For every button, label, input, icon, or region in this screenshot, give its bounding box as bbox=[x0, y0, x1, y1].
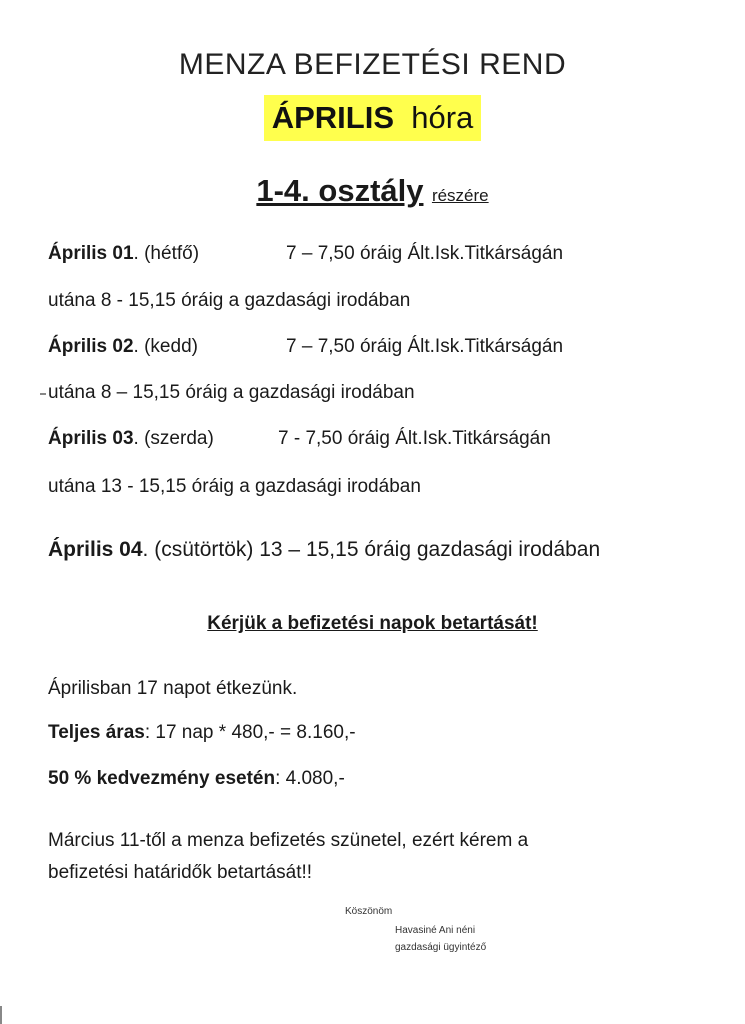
note-line-2: befizetési határidők betartását!! bbox=[48, 862, 313, 883]
schedule-weekday: . (szerda) bbox=[133, 428, 214, 449]
schedule-weekday: . (hétfő) bbox=[133, 243, 200, 264]
schedule-time: 7 – 7,50 óráig Ált.Isk.Titkárságán bbox=[286, 336, 564, 357]
month-heading bbox=[0, 95, 745, 141]
signature-name: Havasiné Ani néni bbox=[395, 925, 476, 936]
note-line-1: Március 11-től a menza befizetés szünetel, ezért kérem a bbox=[48, 830, 529, 851]
schedule-after-1: utána 8 - 15,15 óráig a gazdasági irodában bbox=[48, 290, 411, 311]
schedule-date: Április 01 bbox=[48, 243, 134, 264]
scan-mark bbox=[0, 1006, 2, 1024]
schedule-time: 7 - 7,50 óráig Ált.Isk.Titkárságán bbox=[278, 428, 551, 449]
schedule-after-2: utána 8 – 15,15 óráig a gazdasági irodában bbox=[48, 382, 415, 403]
notice: Kérjük a befizetési napok betartását! bbox=[207, 613, 538, 634]
signature-role: gazdasági ügyintéző bbox=[395, 942, 487, 953]
grade-heading bbox=[0, 173, 745, 209]
full-price-label: Teljes áras bbox=[48, 722, 145, 743]
schedule-date: Április 03 bbox=[48, 428, 134, 449]
schedule-day-2 bbox=[48, 336, 564, 358]
grade-suffix: részére bbox=[431, 186, 489, 205]
month-suffix: hóra bbox=[411, 100, 474, 135]
signature-thanks: Köszönöm bbox=[345, 906, 393, 917]
page-title: MENZA BEFIZETÉSI REND bbox=[178, 48, 567, 81]
schedule-time: 7 – 7,50 óráig Ált.Isk.Titkárságán bbox=[286, 243, 564, 264]
discount-price bbox=[48, 768, 345, 790]
month-highlight bbox=[264, 95, 482, 141]
schedule-weekday: . (csütörtök) 13 – 15,15 óráig gazdasági irodában bbox=[142, 538, 601, 561]
schedule-date: Április 02 bbox=[48, 336, 134, 357]
schedule-day-3 bbox=[48, 428, 551, 450]
full-price-value: : 17 nap * 480,- = 8.160,- bbox=[144, 722, 356, 743]
discount-value: : 4.080,- bbox=[275, 768, 345, 789]
schedule-after-3: utána 13 - 15,15 óráig a gazdasági irodában bbox=[48, 476, 421, 497]
scan-mark bbox=[40, 393, 46, 395]
discount-label: 50 % kedvezmény esetén bbox=[48, 768, 276, 789]
month-name: ÁPRILIS bbox=[271, 100, 394, 135]
schedule-day-4 bbox=[48, 538, 600, 562]
full-price bbox=[48, 722, 356, 744]
schedule-weekday: . (kedd) bbox=[133, 336, 198, 357]
grade-label: 1-4. osztály bbox=[256, 173, 424, 208]
days-count: Áprilisban 17 napot étkezünk. bbox=[48, 678, 298, 699]
schedule-day-1 bbox=[48, 243, 564, 265]
schedule-date: Április 04 bbox=[48, 538, 143, 561]
